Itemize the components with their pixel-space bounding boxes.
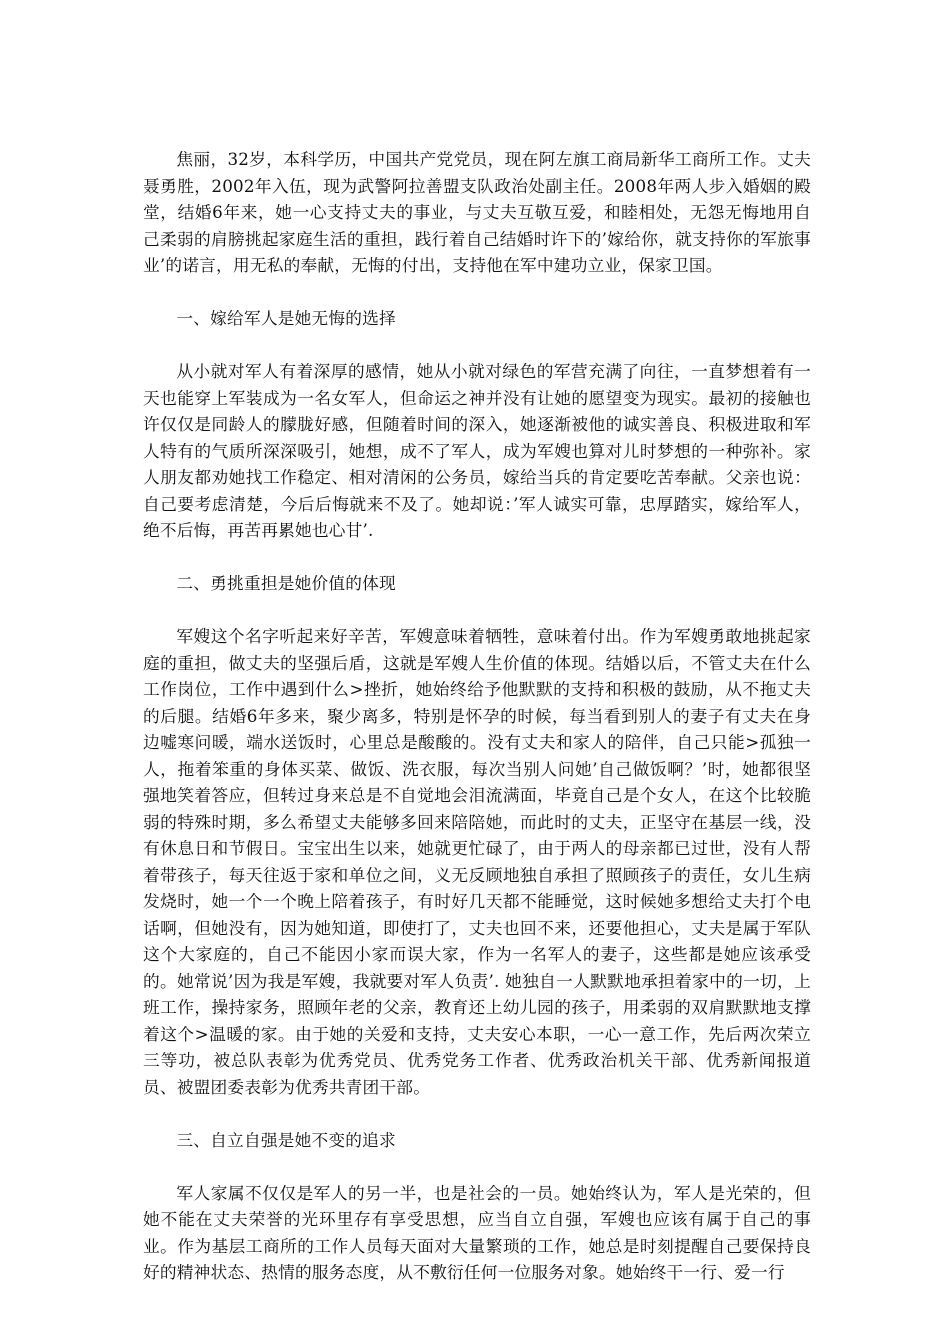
section-heading-3: 三、自立自强是她不变的追求 xyxy=(176,1129,396,1150)
paragraph-spacer xyxy=(143,597,811,624)
paragraph-spacer xyxy=(143,1153,811,1180)
section-heading-1: 一、嫁给军人是她无悔的选择 xyxy=(176,308,396,328)
paragraph-spacer xyxy=(143,544,811,571)
paragraph-spacer xyxy=(143,1100,811,1127)
section-3-paragraph: 军人家属不仅仅是军人的另一半，也是社会的一员。她始终认为，军人是光荣的，但她不能在丈夫荣誉的光环里存有享受思想，应当自立自强，军嫂也应该有属于自己的事业。作为基层工商所的工作人员每天面对大量繁琐的工作，她总是时刻提醒自己要保持良好的精神状态、热情的服务态度，从不敷衍任何一位服务对象。她始终干一行、爱一行 xyxy=(143,1182,811,1282)
section-1-paragraph: 从小就对军人有着深厚的感情，她从小就对绿色的军营充满了向往，一直梦想着有一天也能穿上军装成为一名女军人，但命运之神并没有让她的愿望变为现实。最初的接触也许仅仅是同龄人的朦胧好感，但随着时间的深入，她逐渐被他的诚实善良、积极进取和军人特有的气质所深深吸引，她想，成不了军人，成为军嫂也算对儿时梦想的一种弥补。家人朋友都劝她找工作稳定、相对清闲的公务员，嫁给当兵的肯定要吃苦奉献。父亲也说：自己要考虑清楚，今后后悔就来不及了。她却说：’军人诚实可靠，忠厚踏实，嫁给军人，绝不后悔，再苦再累她也心甘’. xyxy=(143,361,811,540)
intro-paragraph: 焦丽，32岁，本科学历，中国共产党党员，现在阿左旗工商局新华工商所工作。丈夫聂勇胜，2002年入伍，现为武警阿拉善盟支队政治处副主任。2008年两人步入婚姻的殿堂，结婚6年来，她一心支持丈夫的事业，与丈夫互敬互爱，和睦相处，无怨无悔地用自己柔弱的肩膀挑起家庭生活的重担，践行着自己结婚时许下的’嫁给你，就支持你的军旅事业’的诺言，用无私的奉献，无悔的付出，支持他在军中建功立业，保家卫国。 xyxy=(143,149,811,275)
paragraph-spacer xyxy=(143,279,811,306)
section-2-paragraph: 军嫂这个名字听起来好辛苦，军嫂意味着牺牲，意味着付出。作为军嫂勇敢地挑起家庭的重担，做丈夫的坚强后盾，这就是军嫂人生价值的体现。结婚以后，不管丈夫在什么工作岗位，工作中遇到什么>挫折，她始终给予他默默的支持和积极的鼓励，从不拖丈夫的后腿。结婚6年多来，聚少离多，特别是怀孕的时候，每当看到别人的妻子有丈夫在身边嘘寒问暖，端水送饭时，心里总是酸酸的。没有丈夫和家人的陪伴，自己只能>孤独一人，拖着笨重的身体买菜、做饭、洗衣服，每次当别人问她’自己做饭啊？’时，她都很坚强地笑着答应，但转过身来总是不自觉地会泪流满面，毕竟自己是个女人，在这个比较脆弱的特殊时期，多么希望丈夫能够多回来陪陪她，而此时的丈夫，正坚守在基层一线，没有休息日和节假日。宝宝出生以来，她就更忙碌了，由于两人的母亲都已过世，没有人帮着带孩子，每天往返于家和单位之间，义无反顾地独自承担了照顾孩子的责任，女儿生病发烧时，她一个一个晚上陪着孩子，有时好几天都不能睡觉，这时候她多想给丈夫打个电话啊，但她没有，因为她知道，即使打了，丈夫也回不来，还要他担心，丈夫是属于军队这个大家庭的，自己不能因小家而误大家，作为一名军人的妻子，这些都是她应该承受的。她常说’因为我是军嫂，我就要对军人负责’. 她独自一人默默地承担着家中的一切，上班工作，操持家务，照顾年老的父亲，教育还上幼儿园的孩子，用柔弱的双肩默默地支撑着这个>温暖的家。由于她的关爱和支持，丈夫安心本职，一心一意工作，先后两次荣立三等功，被总队表彰为优秀党员、优秀党务工作者、优秀政治机关干部、优秀新闻报道员、被盟团委表彰为优秀共青团干部。 xyxy=(143,626,811,1097)
paragraph-spacer xyxy=(143,332,811,359)
document-body xyxy=(143,146,811,1286)
section-heading-2: 二、勇挑重担是她价值的体现 xyxy=(176,573,396,593)
